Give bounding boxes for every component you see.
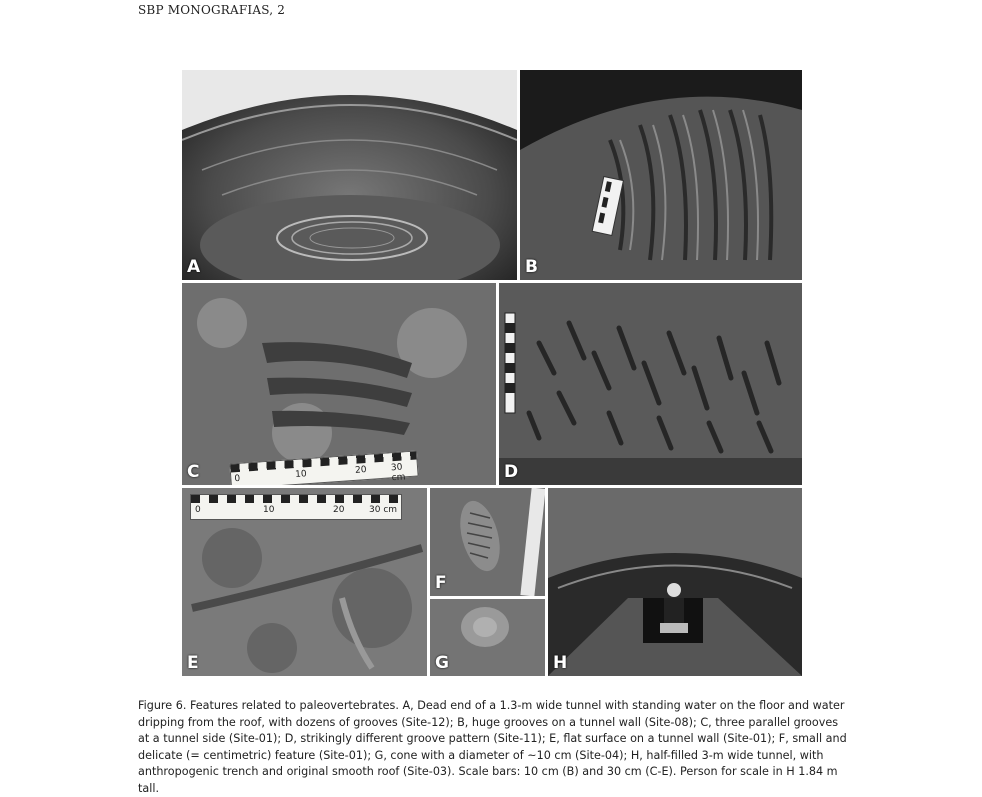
figure-panel-g — [430, 599, 545, 676]
panel-label-h: H — [553, 653, 568, 673]
figure-panel-d — [499, 283, 802, 485]
feature-photo-f — [430, 488, 545, 596]
tunnel-photo-h — [548, 488, 802, 676]
panel-label-e: E — [187, 653, 199, 673]
panel-label-d: D — [504, 462, 519, 482]
scale-mark: 20 — [333, 505, 345, 515]
figure-caption: Figure 6. Features related to paleovertebrates. A, Dead end of a 1.3-m wide tunnel with standing water on the floor and water dripping from the roof, with dozens of grooves (Site-12); B, huge grooves on a tunnel wall (Site-08); C, three parallel grooves at a tunnel side (Site-01); D, strikingly different groove pattern (Site-11); E, flat surface on a tunnel wall (Site-01); F, small and delicate (= centimetric) feature (Site-01); G, cone with a diameter of ~10 cm (Site-04); H, half-filled 3-m wide tunnel, with anthropogenic trench and original smooth roof (Site-03). Scale bars: 10 cm (B) and 30 cm (C-E). Person for scale in H 1.84 m tall. — [138, 699, 847, 795]
figure-panel-a — [182, 70, 517, 280]
tunnel-photo-a — [182, 70, 517, 280]
grooves-photo-b — [520, 70, 802, 280]
figure-panel-c — [182, 283, 496, 485]
panel-label-c: C — [187, 462, 200, 482]
figure-panel-h — [548, 488, 802, 676]
panel-label-b: B — [525, 257, 538, 277]
figure-panel-b — [520, 70, 802, 280]
grooves-photo-d — [499, 283, 802, 485]
scale-mark: 30 cm — [369, 505, 398, 515]
scale-mark: 0 — [195, 505, 201, 515]
figure-panel-e — [182, 488, 427, 676]
scale-mark: 20 — [354, 465, 367, 476]
scale-mark: 10 — [263, 505, 275, 515]
panel-label-a: A — [187, 257, 201, 277]
scale-mark: 10 — [294, 469, 308, 481]
scale-mark: 0 — [234, 473, 241, 485]
scale-bar-e — [190, 494, 402, 520]
panel-label-g: G — [435, 653, 449, 673]
panel-label-f: F — [435, 573, 447, 593]
scale-mark: 30 cm — [390, 462, 406, 484]
running-header: SBP MONOGRAFIAS, 2 — [138, 3, 286, 17]
figure-panel-f — [430, 488, 545, 596]
grooves-photo-c — [182, 283, 496, 485]
